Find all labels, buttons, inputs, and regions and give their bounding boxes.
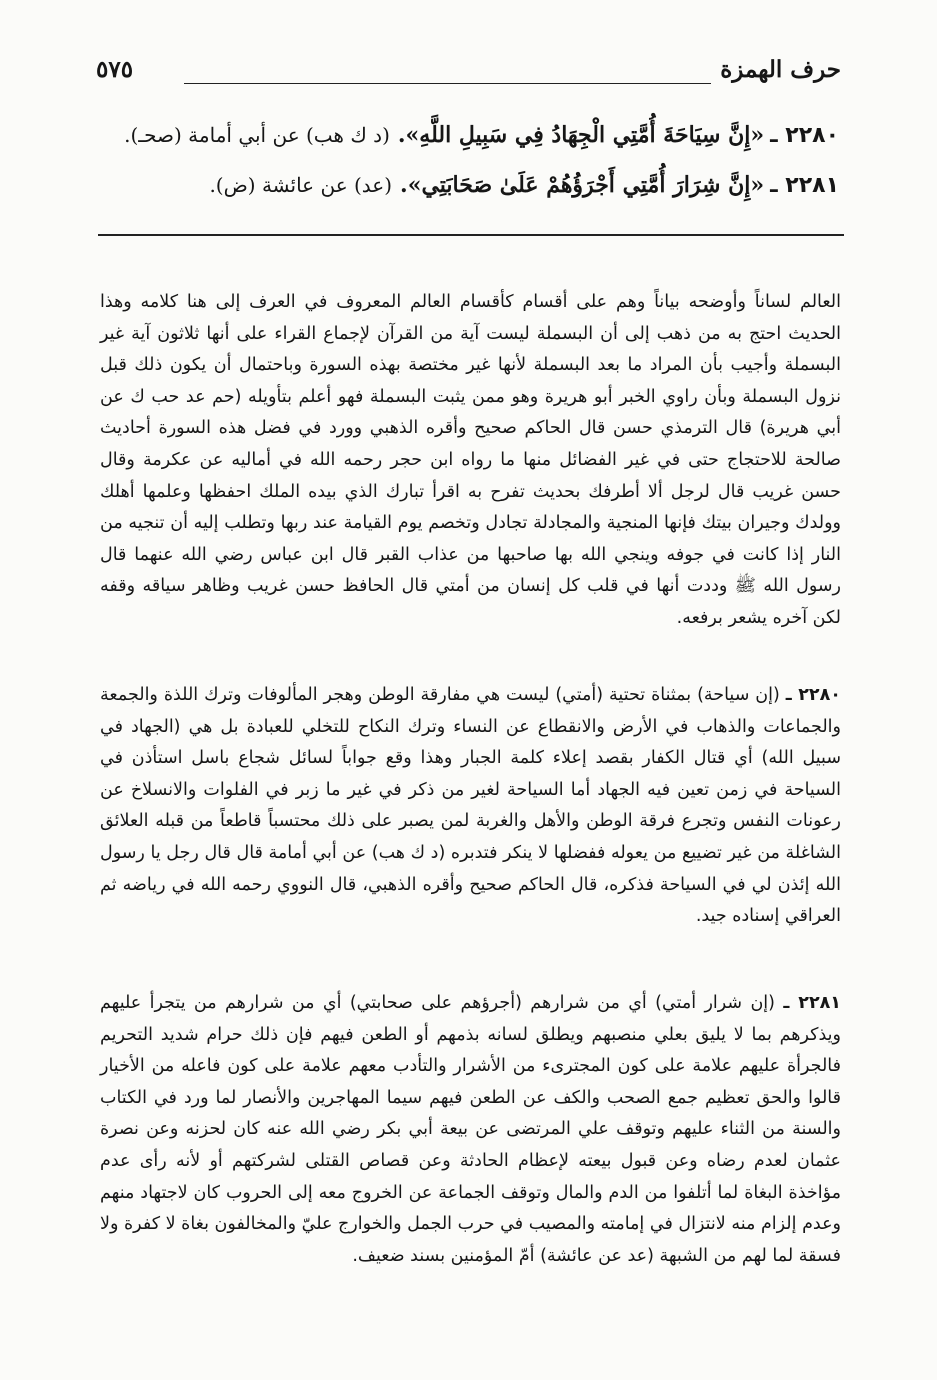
hadith-number: ٢٢٨٠ ـ	[770, 123, 839, 148]
hadith-2281	[96, 172, 839, 198]
hadith-source: (عد) عن عائشة (ض).	[209, 173, 393, 197]
hadith-text: «إِنَّ شِرَارَ أُمَّتِي أَجْرَؤُهُمْ عَلَىٰ صَحَابَتِي».	[400, 172, 765, 198]
page-header	[96, 50, 841, 94]
commentary-continuation	[100, 287, 841, 635]
hadith-source: (د ك هب) عن أبي أمامة (صحـ).	[124, 123, 390, 147]
header-rule	[184, 83, 711, 84]
commentary-2280	[100, 680, 841, 933]
commentary-number: ٢٢٨١ ـ	[783, 993, 841, 1013]
hadith-text: «إِنَّ سِيَاحَةَ أُمَّتِي الْجِهَادُ فِي سَبِيلِ اللَّهِ».	[397, 122, 765, 148]
commentary-text: (إن شرار أمتي) أي من شرارهم (أجرؤهم على صحابتي) أي من شرارهم من يتجرأ عليهم ويذكرهم بما لا يليق بعلي منصبهم ويطلق لسانه بذمهم أو الطعن فيهم فإن ذلك حرام شديد التحريم فالجرأة عليهم علامة على كون المجترىء من الأشرار والتأدب معهم علامة على كون فاعله من الأخيار قالوا والحق تعظيم جمع الصحب والكف عن الطعن فيهم سيما المهاجرين والأنصار لما ورد في الكتاب والسنة من الثناء عليهم وتوقف علي المرتضى عن بيعة أبي بكر رضي الله عنه كان لحزنه وعن نصرة عثمان لعدم رضاه وعن قبول بيعته لإعظام الحادثة وعن قصاص القتلى لشركتهم أو لأنه رأى عدم مؤاخذة البغاة لما أتلفوا من الدم والمال وتوقف الجماعة عن الخروج معه إلى الحروب كان لاجتهاد منهم وعدم إلزام منه لانتزال في إمامته والمصيب في حرب الجمل والخوارج عليّ والمخالفون بغاة لا كفرة ولا فسقة لما لهم من الشبهة (عد عن عائشة) أمّ المؤمنين بسند ضعيف.	[100, 993, 841, 1266]
commentary-paragraph	[100, 988, 841, 1272]
commentary-paragraph: العالم لساناً وأوضحه بياناً وهم على أقسام كأقسام العالم المعروف في العرف إلى هنا كلامه وهذا الحديث احتج به من ذهب إلى أن البسملة ليست آية من القرآن لإجماع القراء على أنها ثلاثون آية غير البسملة وأجيب بأن المراد ما بعد البسملة لأنها غير مختصة بهذه السورة وباحتمال أن يكون ذلك قبل نزول البسملة وبأن راوي الخبر أبو هريرة وهو ممن يثبت البسملة فهو أعلم بتأويله (حم عد حب ك عن أبي هريرة) قال الترمذي حسن قال الحاكم صحيح وأقره الذهبي وورد في فضل هذه السورة أحاديث صالحة للاحتجاج حتى في غير الفضائل منها ما رواه ابن حجر رحمه الله في أماليه عن عكرمة وقال حسن غريب قال لرجل ألا أطرفك بحديث تفرح به اقرأ تبارك الذي بيده الملك احفظها وعلمها أهلك وولدك وجيران بيتك فإنها المنجية والمجادلة تجادل وتخصم يوم القيامة عند ربها وتطلب إليه أن تنجيه من النار إذا كانت في جوفه وينجي الله بها صاحبها من عذاب القبر قال ابن عباس رضي الله عنهما قال رسول الله ﷺ وددت أنها في قلب كل إنسان من أمتي قال الحافظ حسن غريب وظاهر سياقه وقفه لكن آخره يشعر برفعه.	[100, 292, 841, 628]
commentary-paragraph	[100, 680, 841, 933]
page-number: ٥٧٥	[96, 56, 134, 83]
hadith-number: ٢٢٨١ ـ	[770, 173, 839, 198]
commentary-2281	[100, 988, 841, 1272]
hadith-2280	[96, 122, 839, 148]
commentary-number: ٢٢٨٠ ـ	[785, 685, 841, 705]
section-separator	[98, 234, 844, 236]
chapter-title: حرف الهمزة	[720, 56, 841, 83]
commentary-text: (إن سياحة) بمثناة تحتية (أمتي) ليست هي مفارقة الوطن وهجر المألوفات وترك اللذة والجمعة والجماعات والذهاب في الأرض والانقطاع عن النساء وترك النكاح للتخلي للعبادة بل هي (الجهاد في سبيل الله) أي قتال الكفار بقصد إعلاء كلمة الجبار وهذا وقع جواباً لسائل شجاع باسل استأذن في السياحة في زمن تعين فيه الجهاد أما السياحة لغير من ذكر في غير ما زبر في الفلوات والانسلاخ عن رعونات النفس وتجرع فرقة الوطن والأهل والغربة لمن يصبر على ذلك محتسباً قاطعاً من قبله العلائق الشاغلة من غير تضييع من يعوله ففضلها لا ينكر فتدبره (د ك هب) عن أبي أمامة قال قال رجل يا رسول الله إئذن لي في السياحة فذكره، قال الحاكم صحيح وأقره الذهبي، قال النووي رحمه الله في رياضه ثم العراقي إسناده جيد.	[100, 685, 841, 927]
